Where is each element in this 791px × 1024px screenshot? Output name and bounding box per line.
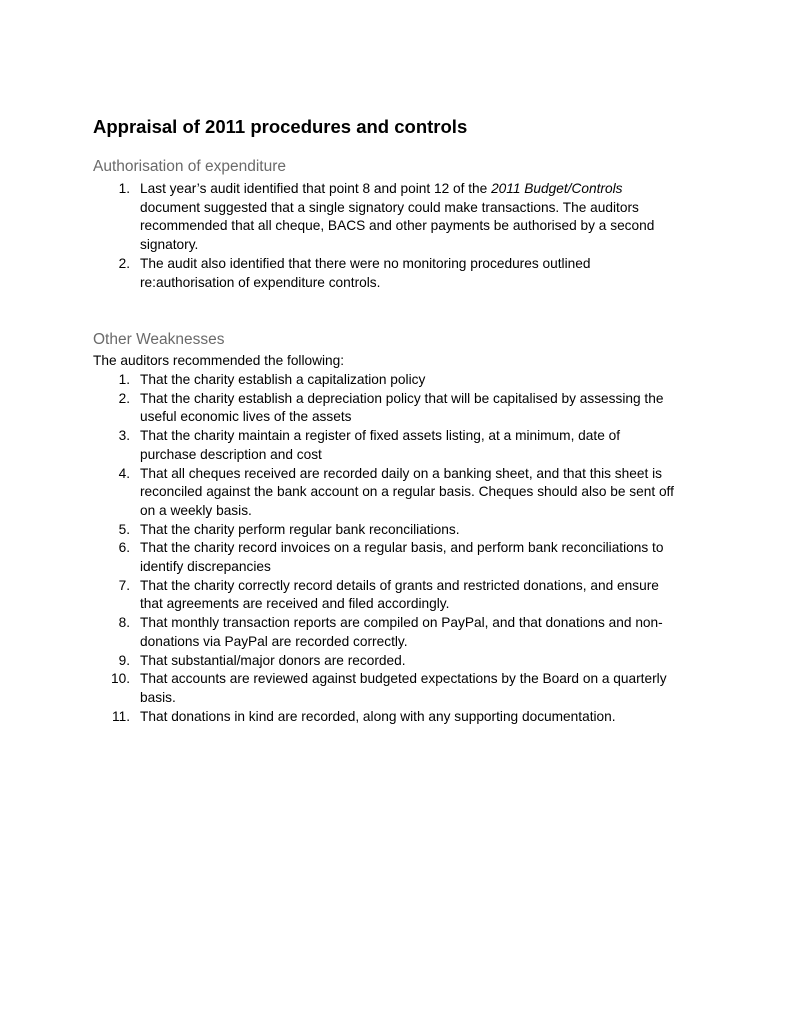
list-item-number: 2. (118, 390, 130, 406)
recommendations-list (0, 371, 791, 726)
list-item-text (140, 577, 700, 614)
list-item-number: 11. (111, 708, 130, 724)
list-item-number: 1. (118, 372, 130, 387)
list-item-line: That accounts are reviewed against budgeted expectations by the Board on a quarterly (140, 671, 667, 687)
list-item-line: recommended that all cheque, BACS and other payments be authorised by a second (140, 218, 655, 234)
list-item (0, 614, 791, 651)
list-item-line: That monthly transaction reports are compiled on PayPal, and that donations and non- (140, 615, 663, 631)
list-item-line: That donations in kind are recorded, along with any supporting documentation. (140, 708, 616, 724)
list-item-line: signatory. (140, 237, 199, 253)
list-item-number: 5. (118, 521, 130, 537)
list-item-text (140, 614, 700, 651)
list-item-number: 3. (118, 428, 130, 444)
list-item-number: 9. (118, 652, 130, 668)
list-item-line: That the charity establish a depreciation policy that will be capitalised by assessing the (140, 390, 664, 406)
list-item-text (140, 670, 700, 707)
list-item-number: 8. (118, 615, 130, 631)
list-item (0, 465, 791, 521)
authorisation-list (0, 180, 791, 292)
list-item-line: That the charity correctly record details of grants and restricted donations, and ensure (140, 577, 659, 593)
list-item-number: 1. (118, 181, 130, 196)
list-item-text (140, 708, 700, 727)
list-item-line: document suggested that a single signatory could make transactions. The auditors (140, 199, 639, 215)
list-item-text (140, 652, 700, 671)
list-item-number: 4. (118, 465, 130, 481)
list-item-text (140, 255, 700, 292)
list-item-number: 6. (118, 540, 130, 556)
document-title: Appraisal of 2011 procedures and controls (93, 116, 468, 137)
list-item (0, 708, 791, 727)
list-item-text (140, 427, 700, 464)
list-item-line: on a weekly basis. (140, 502, 252, 518)
list-item-line: re:authorisation of expenditure controls. (140, 274, 381, 290)
list-item (0, 255, 791, 292)
list-item-line: The audit also identified that there were no monitoring procedures outlined (140, 255, 591, 271)
list-item-line: That all cheques received are recorded daily on a banking sheet, and that this sheet is (140, 465, 662, 481)
emphasized-document-name: 2011 Budget/Controls (491, 181, 623, 196)
list-item-text (140, 180, 700, 255)
list-item (0, 577, 791, 614)
list-item (0, 180, 791, 255)
list-item-line: That substantial/major donors are recorded. (140, 652, 406, 668)
section-heading-authorisation: Authorisation of expenditure (93, 158, 287, 175)
list-item-line: That the charity maintain a register of fixed assets listing, at a minimum, date of (140, 428, 621, 444)
list-item-line: basis. (140, 689, 176, 705)
list-item-line: useful economic lives of the assets (140, 409, 352, 425)
list-item (0, 390, 791, 427)
list-item-line: reconciled against the bank account on a regular basis. Cheques should also be sent off (140, 484, 674, 500)
list-item-text (140, 371, 700, 390)
list-item (0, 652, 791, 671)
list-item-line: That the charity perform regular bank reconciliations. (140, 521, 460, 537)
section-heading-other-weaknesses: Other Weaknesses (93, 331, 225, 348)
list-item-line: That the charity record invoices on a regular basis, and perform bank reconciliations to (140, 540, 664, 556)
list-item-line-text: Last year’s audit identified that point 8 and point 12 of the (140, 181, 492, 196)
list-item-line: That the charity establish a capitalization policy (140, 372, 426, 387)
list-item (0, 539, 791, 576)
list-item-text (140, 539, 700, 576)
list-item-line: purchase description and cost (140, 446, 322, 462)
list-item (0, 371, 791, 390)
list-item-line: identify discrepancies (140, 559, 271, 575)
list-item (0, 670, 791, 707)
list-item-line: donations via PayPal are recorded correctly. (140, 633, 408, 649)
list-item-line: that agreements are received and filed accordingly. (140, 596, 450, 612)
list-item-number: 10. (110, 671, 130, 687)
list-item-text (140, 390, 700, 427)
list-item-text (140, 465, 700, 521)
list-item (0, 427, 791, 464)
list-item-number: 2. (118, 255, 130, 271)
list-item (0, 521, 791, 540)
section-intro: The auditors recommended the following: (93, 353, 345, 368)
list-item-text (140, 521, 700, 540)
list-item-number: 7. (118, 577, 130, 593)
list-item-line (140, 180, 700, 199)
